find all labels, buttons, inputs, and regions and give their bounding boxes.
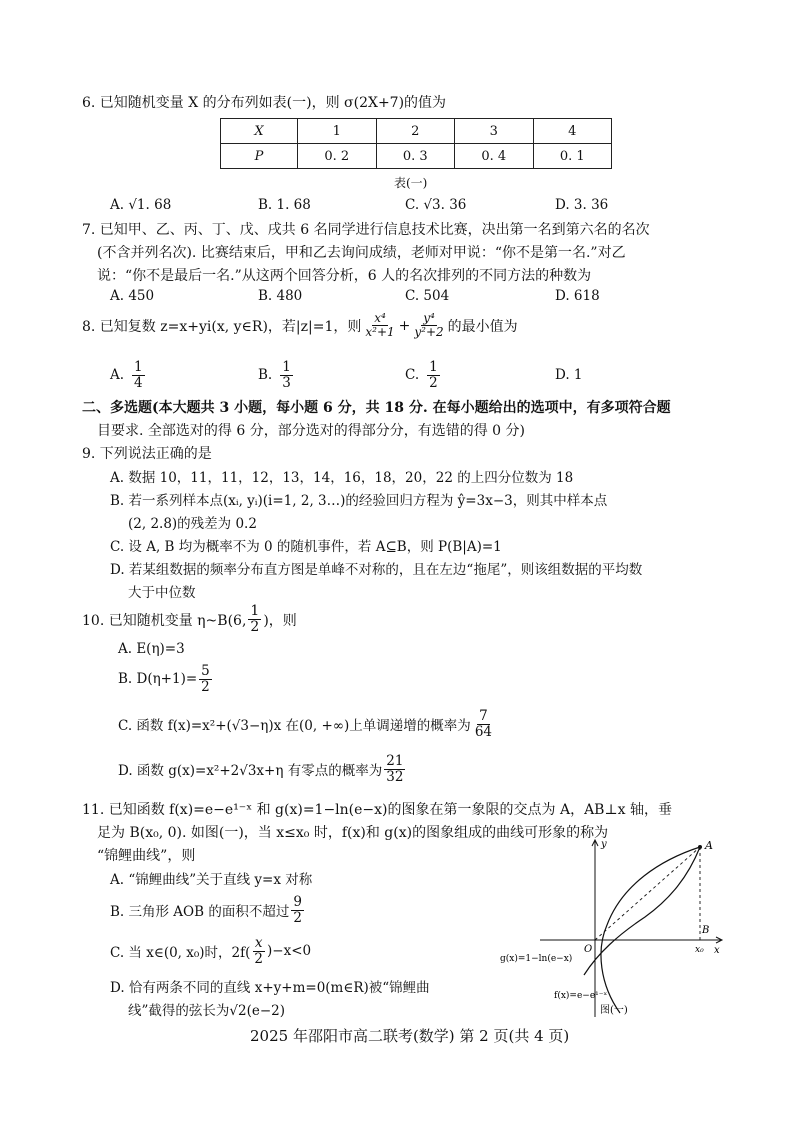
section-2-header-line1: 二、多选题(本大题共 3 小题，每小题 6 分，共 18 分. 在每小题给出的选项中，有多项符合题 [82, 400, 671, 416]
point-a [698, 845, 702, 849]
q8-stem [82, 312, 518, 339]
fraction-denominator: y²+2 [414, 325, 444, 340]
table-cell: 2 [376, 119, 455, 144]
fraction-numerator: 1 [429, 359, 438, 375]
fraction-denominator: 32 [386, 768, 404, 785]
table-cell: X [221, 119, 298, 144]
table-cell: 0. 4 [455, 144, 534, 169]
option-text: B. 三角形 AOB 的面积不超过 [110, 904, 290, 921]
option-fraction [199, 664, 212, 695]
q10-option-c [118, 709, 496, 740]
option-fraction [252, 936, 265, 967]
q10-stem-fraction [248, 604, 261, 636]
fraction-denominator: x²+1 [365, 325, 395, 340]
diagonal-dashed-line [595, 847, 700, 940]
fraction-denominator: 64 [474, 723, 492, 740]
option-fraction [473, 709, 494, 740]
label-f: f(x)=e−e¹⁻ˣ [554, 991, 608, 1001]
q11-option-d-line2: 线”截得的弦长为√2(e−2) [128, 1003, 286, 1019]
fraction-numerator: y⁴ [423, 311, 435, 325]
label-o: O [584, 944, 593, 955]
option-text-tail: )−x<0 [267, 943, 312, 960]
fraction-numerator: 21 [386, 753, 404, 769]
q9-stem: 9. 下列说法正确的是 [82, 446, 212, 462]
q8-option-d: D. 1 [555, 367, 583, 383]
q8-stem-tail: 的最小值为 [447, 318, 518, 335]
table-cell: 1 [298, 119, 377, 144]
fraction-denominator: 3 [282, 374, 291, 391]
q10-option-b [118, 664, 214, 695]
table-row [221, 144, 612, 169]
q7-option-d: D. 618 [555, 288, 600, 304]
label-a: A [705, 839, 713, 852]
q10-option-a: A. E(η)=3 [118, 641, 185, 657]
q7-line1: 7. 已知甲、乙、丙、丁、戊、戌共 6 名同学进行信息技术比赛，决出第一名到第六名的名次 [82, 222, 650, 238]
label-x0: x₀ [695, 945, 704, 955]
fraction-numerator: 7 [479, 708, 488, 724]
table-row [221, 119, 612, 144]
fraction-numerator: 1 [134, 359, 143, 375]
option-fraction [291, 895, 304, 926]
q9-option-c: C. 设 A, B 均为概率不为 0 的随机事件，若 A⊆B，则 P(B|A)=1 [110, 539, 502, 555]
q6-option-b: B. 1. 68 [258, 197, 311, 213]
distribution-table [220, 118, 612, 169]
fraction-denominator: 2 [293, 909, 302, 926]
q10-option-d [118, 754, 407, 785]
q9-option-a: A. 数据 10，11，11，12，13，14，16，18，20，22 的上四分位数为 18 [110, 470, 574, 486]
label-g: g(x)=1−ln(e−x) [500, 954, 573, 964]
q11-line3: “锦鲤曲线”，则 [97, 848, 196, 864]
table-cell: 0. 2 [298, 144, 377, 169]
table-cell: 3 [455, 119, 534, 144]
fraction-denominator: 2 [201, 678, 210, 695]
q11-option-b [110, 895, 306, 926]
q11-line1: 11. 已知函数 f(x)=e−e¹⁻ˣ 和 g(x)=1−ln(e−x)的图象在第一象限的交点为 A，AB⊥x 轴，垂 [82, 802, 672, 818]
fraction-numerator: x [254, 935, 263, 951]
table-cell: 0. 3 [376, 144, 455, 169]
table-caption: 表(一) [394, 176, 428, 190]
fraction-numerator: 1 [250, 603, 260, 619]
q11-option-a: A. “锦鲤曲线”关于直线 y=x 对称 [110, 872, 313, 888]
fraction-numerator: 9 [293, 894, 302, 910]
option-text: B. D(η+1)= [118, 671, 198, 688]
label-y: y [601, 839, 607, 850]
option-label: B. [258, 367, 273, 384]
q6-option-c: C. √3. 36 [405, 197, 467, 213]
fraction-numerator: 1 [282, 359, 291, 375]
option-label: A. [110, 367, 125, 384]
figure-caption: 图(一) [600, 1005, 628, 1016]
fraction-denominator: 2 [250, 619, 260, 636]
q6-option-d: D. 3. 36 [555, 197, 609, 213]
q9-option-b-line2: (2, 2.8)的残差为 0.2 [128, 516, 257, 532]
q9-option-b-line1: B. 若一系列样本点(xᵢ, yᵢ)(i=1, 2, 3…)的经验回归方程为 ŷ=3x−3，则其中样本点 [110, 493, 608, 509]
q9-option-d-line2: 大于中位数 [128, 585, 196, 601]
option-fraction [427, 360, 440, 391]
option-fraction [280, 360, 293, 391]
page-footer: 2025 年邵阳市高二联考(数学) 第 2 页(共 4 页) [250, 1027, 570, 1045]
fraction-denominator: 2 [254, 950, 264, 967]
q7-line2: (不含并列名次). 比赛结束后，甲和乙去询问成绩，老师对甲说：“你不是第一名.”对乙 [97, 245, 626, 261]
q8-fraction-1 [363, 312, 396, 339]
q8-plus: + [398, 317, 411, 334]
q6-stem: 6. 已知随机变量 X 的分布列如表(一)，则 σ(2X+7)的值为 [82, 95, 447, 111]
fraction-numerator: 5 [201, 663, 210, 679]
q10-stem [82, 604, 297, 636]
table-cell: P [221, 144, 298, 169]
option-text: C. 当 x∈(0, x₀)时，2f( [110, 945, 251, 962]
q8-option-b [258, 360, 295, 391]
q7-option-c: C. 504 [405, 288, 450, 304]
koi-curve-figure [500, 835, 730, 1025]
label-b: B [702, 925, 710, 936]
q11-line2: 足为 B(x₀, 0). 如图(一)，当 x≤x₀ 时，f(x)和 g(x)的图象组成的曲线可形象的称为 [97, 825, 609, 841]
fraction-denominator: 2 [429, 374, 438, 391]
table-cell: 4 [533, 119, 612, 144]
q9-option-d-line1: D. 若某组数据的频率分布直方图是单峰不对称的，且在左边“拖尾”，则该组数据的平均数 [110, 562, 643, 578]
q8-option-c [405, 360, 442, 391]
option-fraction [384, 754, 405, 785]
table-cell: 0. 1 [533, 144, 612, 169]
q10-stem-text: 10. 已知随机变量 η~B(6, [82, 612, 247, 629]
q8-stem-text: 8. 已知复数 z=x+yi(x, y∈R)，若|z|=1，则 [82, 318, 362, 335]
fraction-denominator: 4 [134, 374, 143, 391]
option-text: D. 函数 g(x)=x²+2√3x+η 有零点的概率为 [118, 763, 383, 780]
section-2-header-line2: 目要求. 全部选对的得 6 分，部分选对的得部分分，有选错的得 0 分) [97, 423, 525, 439]
q7-option-b: B. 480 [258, 288, 303, 304]
q10-stem-tail: )，则 [263, 612, 297, 629]
q7-line3: 说：“你不是最后一名.”从这两个回答分析，6 人的名次排列的不同方法的种数为 [97, 268, 592, 284]
g-curve [601, 847, 700, 1013]
option-text: C. 函数 f(x)=x²+(√3−η)x 在(0, +∞)上单调递增的概率为 [118, 718, 471, 735]
q7-option-a: A. 450 [110, 288, 155, 304]
option-fraction [132, 360, 145, 391]
option-label: C. [405, 367, 420, 384]
q8-fraction-2 [412, 312, 445, 339]
label-x: x [714, 945, 720, 956]
q6-option-a: A. √1. 68 [110, 197, 172, 213]
q11-option-d-line1: D. 恰有两条不同的直线 x+y+m=0(m∈R)被“锦鲤曲 [110, 980, 430, 996]
fraction-numerator: x⁴ [374, 311, 386, 325]
q8-option-a [110, 360, 147, 391]
q11-option-c [110, 936, 311, 967]
